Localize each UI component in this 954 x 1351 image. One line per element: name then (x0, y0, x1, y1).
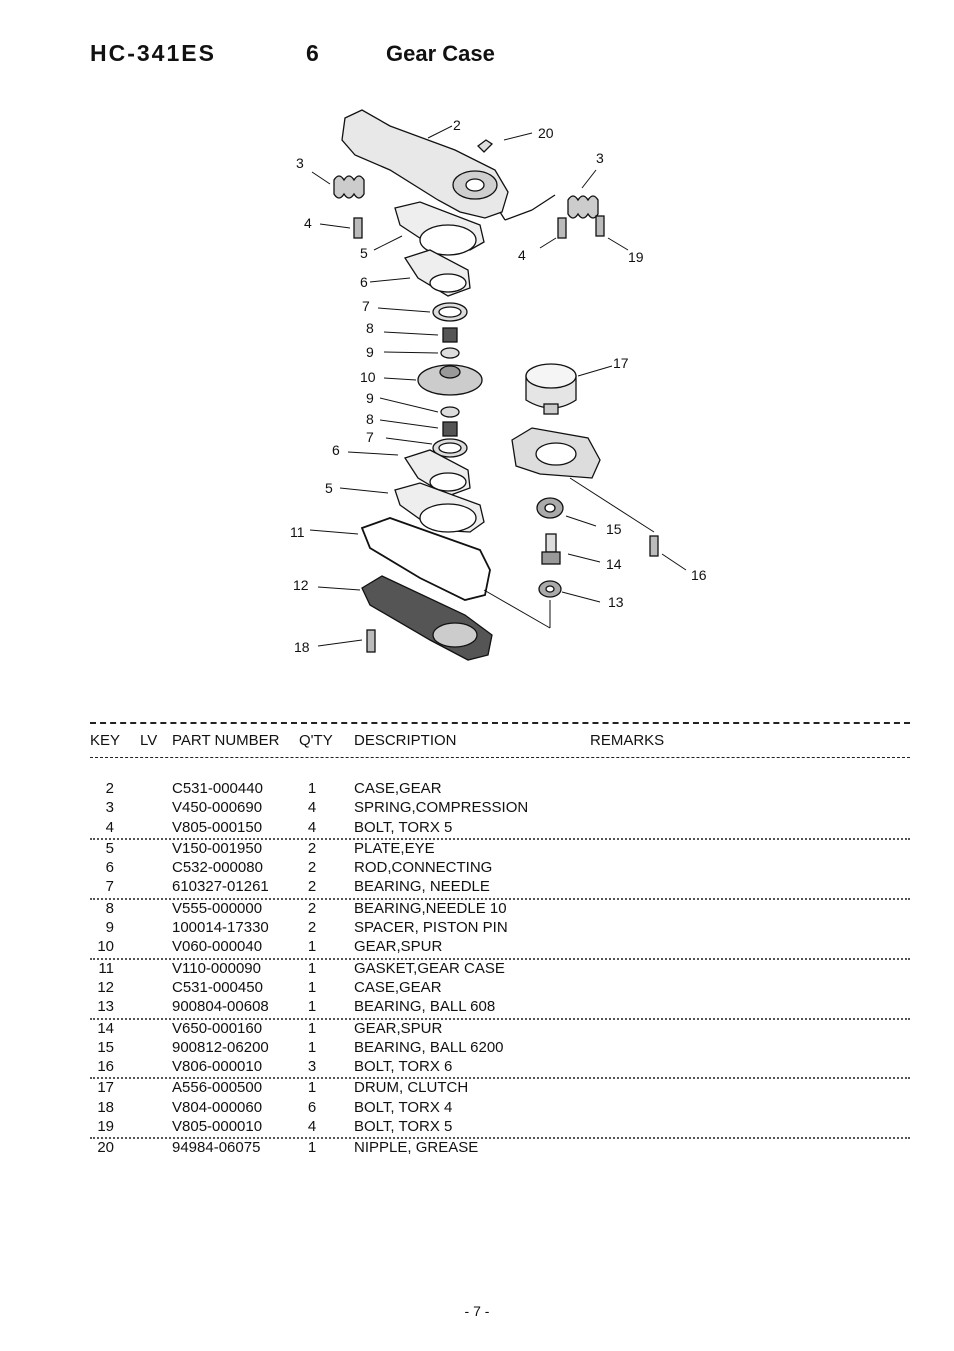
cell-part-number: V110-000090 (172, 959, 261, 977)
callout-15: 15 (606, 521, 622, 537)
cell-key: 11 (98, 959, 114, 977)
cell-part-number: V150-001950 (172, 839, 263, 857)
callout-7-top: 7 (362, 298, 370, 314)
cell-key: 3 (105, 799, 114, 817)
cell-qty: 1 (307, 1038, 317, 1056)
callout-14: 14 (606, 556, 622, 572)
cell-description: BOLT, TORX 5 (354, 1118, 453, 1136)
cell-description: BEARING, BALL 6200 (354, 1038, 504, 1056)
cell-part-number: V060-000040 (172, 938, 263, 956)
table-top-rule (90, 722, 910, 724)
cell-description: CASE,GEAR (354, 780, 442, 797)
cell-key: 8 (105, 899, 114, 917)
callout-2: 2 (453, 117, 461, 133)
cell-qty: 4 (307, 818, 317, 836)
table-row (90, 1099, 910, 1118)
table-row (90, 859, 910, 878)
cell-qty: 1 (307, 1079, 317, 1097)
cell-description: GASKET,GEAR CASE (354, 959, 505, 977)
cell-qty: 2 (307, 899, 317, 917)
table-row (90, 1058, 910, 1079)
cell-key: 20 (97, 1139, 114, 1157)
col-qty-header: Q'TY (299, 732, 333, 749)
cell-description: GEAR,SPUR (354, 1019, 443, 1037)
col-key-header: KEY (90, 732, 121, 749)
cell-qty: 4 (307, 799, 317, 817)
bolt-4-right-shape (558, 218, 566, 238)
cell-qty: 1 (307, 998, 317, 1016)
cell-description: GEAR,SPUR (354, 938, 443, 956)
page-number: - 7 - (464, 1303, 490, 1319)
cell-part-number: 900812-06200 (172, 1038, 269, 1056)
callout-19: 19 (628, 249, 644, 265)
callout-9-top: 9 (366, 344, 374, 360)
cell-description: BEARING, BALL 608 (354, 998, 496, 1016)
table-row (90, 960, 910, 979)
table-row (90, 840, 910, 859)
callout-4-left: 4 (304, 215, 312, 231)
table-row (90, 919, 910, 938)
bolt-19-shape (596, 216, 604, 236)
callout-6-top: 6 (360, 274, 368, 290)
cell-part-number: 100014-17330 (172, 919, 269, 937)
diagram-parts (334, 110, 658, 660)
cell-part-number: V806-000010 (172, 1058, 263, 1076)
cell-qty: 1 (307, 780, 317, 797)
needle-bearing-bottom-shape (443, 422, 457, 436)
cell-qty: 3 (307, 1058, 317, 1076)
cell-key: 17 (97, 1079, 114, 1097)
cell-qty: 2 (307, 859, 317, 877)
cell-part-number: V805-000150 (172, 818, 263, 836)
cell-description: BEARING, NEEDLE (354, 878, 490, 896)
cell-qty: 1 (307, 959, 317, 977)
table-row (90, 819, 910, 840)
table-header-rule (90, 757, 910, 758)
callout-20: 20 (538, 125, 554, 141)
table-row (90, 1020, 910, 1039)
callout-5-top: 5 (360, 245, 368, 261)
cell-part-number: V450-000690 (172, 799, 263, 817)
spring-right-shape (568, 196, 598, 218)
callout-5-bottom: 5 (325, 480, 333, 496)
table-row (90, 878, 910, 899)
cell-description: SPRING,COMPRESSION (354, 799, 529, 817)
col-description-header: DESCRIPTION (354, 732, 457, 749)
callout-17: 17 (613, 355, 629, 371)
bolt-16-shape (650, 536, 658, 556)
callout-8-top: 8 (366, 320, 374, 336)
callout-9-bottom: 9 (366, 390, 374, 406)
callout-6-bottom: 6 (332, 442, 340, 458)
cell-qty: 2 (307, 919, 317, 937)
bolt-left-shape (354, 218, 362, 238)
table-row (90, 998, 910, 1019)
cell-description: NIPPLE, GREASE (354, 1139, 479, 1157)
table-row (90, 799, 910, 818)
cell-qty: 1 (307, 938, 317, 956)
cell-key: 19 (97, 1118, 114, 1136)
cell-key: 10 (97, 938, 114, 956)
cell-key: 4 (105, 818, 114, 836)
callout-18: 18 (294, 639, 310, 655)
table-row (90, 979, 910, 998)
callout-12: 12 (293, 577, 309, 593)
cell-description: PLATE,EYE (354, 839, 435, 857)
table-row (90, 938, 910, 959)
callout-3-left: 3 (296, 155, 304, 171)
lower-gear-case-shape (362, 576, 492, 660)
cell-description: BEARING,NEEDLE 10 (354, 899, 507, 917)
cell-part-number: 900804-00608 (172, 998, 269, 1016)
cell-qty: 4 (307, 1118, 317, 1136)
cell-qty: 1 (307, 978, 317, 996)
cell-description: BOLT, TORX 4 (354, 1098, 453, 1116)
cell-qty: 1 (307, 1139, 317, 1157)
col-lv-header: LV (140, 732, 158, 749)
callout-3-right: 3 (596, 150, 604, 166)
cell-part-number: C531-000440 (172, 780, 263, 797)
exploded-parts-diagram (270, 100, 730, 680)
cell-description: BOLT, TORX 6 (354, 1058, 453, 1076)
spur-gear-shaft-shape (546, 534, 556, 552)
col-part-number-header: PART NUMBER (172, 732, 280, 749)
cell-qty: 2 (307, 839, 317, 857)
grease-nipple-shape (478, 140, 492, 152)
cell-key: 14 (97, 1019, 114, 1037)
cell-part-number: V804-000060 (172, 1098, 263, 1116)
callout-8-bottom: 8 (366, 411, 374, 427)
needle-bearing-top-shape (443, 328, 457, 342)
cell-description: SPACER, PISTON PIN (354, 919, 508, 937)
callout-11: 11 (290, 524, 305, 540)
cell-description: CASE,GEAR (354, 978, 442, 996)
callout-13: 13 (608, 594, 624, 610)
callout-16: 16 (691, 567, 707, 583)
cell-key: 6 (105, 859, 114, 877)
cell-key: 13 (97, 998, 114, 1016)
section-number: 6 (306, 40, 319, 66)
cell-part-number: V650-000160 (172, 1019, 263, 1037)
cell-key: 2 (105, 780, 114, 797)
table-row (90, 900, 910, 919)
cell-part-number: V555-000000 (172, 899, 263, 917)
cell-key: 15 (97, 1038, 114, 1056)
callout-7-bottom: 7 (366, 429, 374, 445)
section-title: Gear Case (386, 41, 495, 66)
cell-description: BOLT, TORX 5 (354, 818, 453, 836)
cell-part-number: 94984-06075 (172, 1139, 261, 1157)
cell-key: 7 (105, 878, 114, 896)
cell-part-number: C531-000450 (172, 978, 263, 996)
bolt-18-shape (367, 630, 375, 652)
cell-qty: 1 (307, 1019, 317, 1037)
cell-part-number: 610327-01261 (172, 878, 269, 896)
callout-4-right: 4 (518, 247, 526, 263)
cell-description: DRUM, CLUTCH (354, 1079, 469, 1097)
cell-key: 18 (97, 1098, 114, 1116)
col-remarks-header: REMARKS (590, 732, 665, 749)
parts-table-body (90, 780, 910, 1159)
cell-key: 16 (97, 1058, 114, 1076)
spring-left-shape (334, 176, 364, 198)
cell-description: ROD,CONNECTING (354, 859, 493, 877)
cell-qty: 2 (307, 878, 317, 896)
cell-key: 9 (105, 919, 114, 937)
table-row (90, 780, 910, 799)
cell-part-number: A556-000500 (172, 1079, 263, 1097)
table-row (90, 1039, 910, 1058)
cell-key: 5 (105, 839, 114, 857)
cell-part-number: C532-000080 (172, 859, 263, 877)
cell-part-number: V805-000010 (172, 1118, 263, 1136)
callout-10: 10 (360, 369, 376, 385)
cell-key: 12 (97, 978, 114, 996)
upper-gear-case-shape (342, 110, 508, 218)
table-header (90, 732, 910, 750)
model-name: HC-341ES (90, 40, 216, 66)
cell-qty: 6 (307, 1098, 317, 1116)
table-row (90, 1139, 910, 1158)
table-row (90, 1118, 910, 1139)
table-row (90, 1079, 910, 1098)
